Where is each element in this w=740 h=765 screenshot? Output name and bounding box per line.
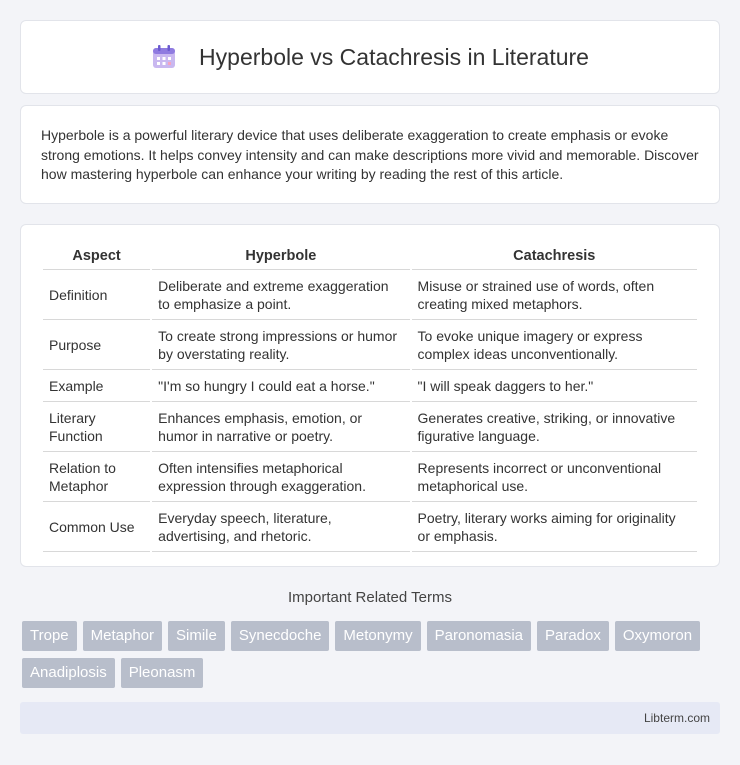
comparison-table-card <box>20 224 720 567</box>
table-row <box>43 320 697 370</box>
tag-anadiplosis[interactable]: Anadiplosis <box>22 658 115 688</box>
row-catachresis: To evoke unique imagery or express complex ideas unconventionally. <box>412 320 697 370</box>
tag-synecdoche[interactable]: Synecdoche <box>231 621 330 651</box>
row-aspect: Literary Function <box>43 402 150 452</box>
tag-metonymy[interactable]: Metonymy <box>335 621 420 651</box>
intro-card <box>20 105 720 204</box>
header-catachresis: Catachresis <box>412 246 697 270</box>
tag-pleonasm[interactable]: Pleonasm <box>121 658 204 688</box>
row-aspect: Relation to Metaphor <box>43 452 150 502</box>
table-row <box>43 502 697 552</box>
page-title: Hyperbole vs Catachresis in Literature <box>199 43 589 70</box>
tag-metaphor[interactable]: Metaphor <box>83 621 162 651</box>
header-hyperbole: Hyperbole <box>152 246 409 270</box>
table-row <box>43 270 697 320</box>
row-hyperbole: Enhances emphasis, emotion, or humor in narrative or poetry. <box>152 402 409 452</box>
row-catachresis: Represents incorrect or unconventional metaphorical use. <box>412 452 697 502</box>
tag-simile[interactable]: Simile <box>168 621 225 651</box>
row-catachresis: "I will speak daggers to her." <box>412 370 697 402</box>
row-catachresis: Poetry, literary works aiming for originality or emphasis. <box>412 502 697 552</box>
table-row <box>43 452 697 502</box>
table-header-row <box>43 246 697 270</box>
row-aspect: Example <box>43 370 150 402</box>
tag-oxymoron[interactable]: Oxymoron <box>615 621 700 651</box>
row-aspect: Purpose <box>43 320 150 370</box>
footer-brand-link[interactable]: Libterm.com <box>643 711 710 725</box>
tag-trope[interactable]: Trope <box>22 621 77 651</box>
comparison-table <box>41 246 699 552</box>
row-catachresis: Misuse or strained use of words, often creating mixed metaphors. <box>412 270 697 320</box>
related-terms-title: Important Related Terms <box>288 589 452 606</box>
row-aspect: Common Use <box>43 502 150 552</box>
row-hyperbole: Often intensifies metaphorical expression through exaggeration. <box>152 452 409 502</box>
tag-paradox[interactable]: Paradox <box>537 621 609 651</box>
tag-paronomasia[interactable]: Paronomasia <box>427 621 531 651</box>
row-catachresis: Generates creative, striking, or innovative figurative language. <box>412 402 697 452</box>
calendar-icon <box>151 44 177 70</box>
row-hyperbole: Everyday speech, literature, advertising, and rhetoric. <box>152 502 409 552</box>
table-row <box>43 402 697 452</box>
row-aspect: Definition <box>43 270 150 320</box>
table-row <box>43 370 697 402</box>
header-aspect: Aspect <box>43 246 150 270</box>
intro-text: Hyperbole is a powerful literary device that uses deliberate exaggeration to create emphasis or evoke strong emotions. It helps convey intensity and can make descriptions more vivid and memorable. Discover how mastering hyperbole can enhance your writing by reading the rest of this article. <box>41 127 699 182</box>
row-hyperbole: Deliberate and extreme exaggeration to emphasize a point. <box>152 270 409 320</box>
row-hyperbole: "I'm so hungry I could eat a horse." <box>152 370 409 402</box>
row-hyperbole: To create strong impressions or humor by overstating reality. <box>152 320 409 370</box>
title-card <box>20 20 720 94</box>
footer <box>20 702 720 734</box>
related-terms-list <box>22 621 722 695</box>
